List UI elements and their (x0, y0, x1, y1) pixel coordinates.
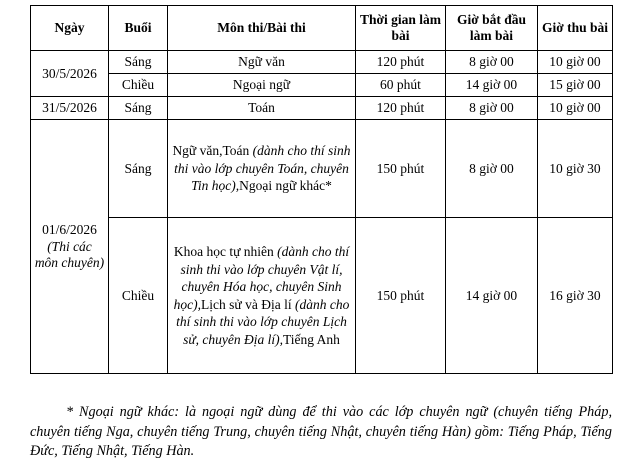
column-header-date: Ngày (31, 6, 109, 51)
cell-session: Sáng (109, 51, 168, 74)
subject-fragment: Lịch sử và Địa lí (201, 296, 295, 312)
subject-fragment: Ngữ văn, (172, 143, 223, 159)
table-row (31, 51, 613, 74)
column-header-collect-time: Giờ thu bài (538, 6, 613, 51)
subject-fragment: (dành cho thí sinh thi vào lớp chuyên Lịch sử, chuyên Địa lí), (176, 296, 350, 347)
table-header (31, 6, 613, 51)
cell-start-time: 14 giờ 00 (446, 74, 538, 97)
subject-fragment: Toán (222, 143, 253, 159)
subject-fragment: (dành cho thí sinh thi vào lớp chuyên Vật lí, chuyên Hóa học, chuyên Sinh học), (173, 244, 350, 312)
subject-fragment: (dành cho thí sinh thi vào lớp chuyên Toán, chuyên Tin học), (174, 143, 351, 194)
cell-collect-time: 10 giờ 00 (538, 97, 613, 120)
cell-subject: Ngoại ngữ (168, 74, 356, 97)
column-header-duration: Thời gian làm bài (356, 6, 446, 51)
table-row (31, 218, 613, 374)
column-header-session: Buổi (109, 6, 168, 51)
cell-duration: 150 phút (356, 218, 446, 374)
cell-start-time: 8 giờ 00 (446, 120, 538, 218)
cell-session: Chiều (109, 74, 168, 97)
header-row (31, 6, 613, 51)
cell-session: Sáng (109, 97, 168, 120)
table-row (31, 120, 613, 218)
cell-session: Sáng (109, 120, 168, 218)
cell-collect-time: 16 giờ 30 (538, 218, 613, 374)
column-header-subject: Môn thi/Bài thi (168, 6, 356, 51)
cell-collect-time: 10 giờ 30 (538, 120, 613, 218)
cell-date-value: 01/6/2026 (42, 221, 97, 237)
subject-fragment: Khoa học tự nhiên (173, 244, 278, 259)
column-header-start-time: Giờ bắt đầu làm bài (446, 6, 538, 51)
cell-start-time: 14 giờ 00 (446, 218, 538, 374)
cell-duration: 150 phút (356, 120, 446, 218)
cell-date-specialized (31, 120, 109, 374)
cell-duration: 120 phút (356, 97, 446, 120)
cell-subject: Toán (168, 97, 356, 120)
cell-subject (168, 218, 356, 374)
cell-duration: 120 phút (356, 51, 446, 74)
footnote-text: * Ngoại ngữ khác: là ngoại ngữ dùng để thi vào các lớp chuyên ngữ (chuyên tiếng Pháp, chuyên tiếng Nga, chuyên tiếng Trung, chuyên tiếng Nhật, chuyên tiếng Hàn) gồm: Tiếng Pháp, Tiếng Đức, Tiếng Nhật, Tiếng Hàn. (30, 404, 612, 460)
cell-date-note: (Thi các môn chuyên) (34, 238, 105, 271)
cell-collect-time: 15 giờ 00 (538, 74, 613, 97)
cell-session: Chiều (109, 218, 168, 374)
cell-date: 30/5/2026 (31, 51, 109, 97)
cell-subject: Ngữ văn (168, 51, 356, 74)
cell-start-time: 8 giờ 00 (446, 51, 538, 74)
table-body (31, 51, 613, 374)
table-row (31, 74, 613, 97)
cell-start-time: 8 giờ 00 (446, 97, 538, 120)
subject-fragment: Ngoại ngữ khác* (239, 178, 332, 194)
table-row (31, 97, 613, 120)
cell-subject (168, 120, 356, 218)
cell-duration: 60 phút (356, 74, 446, 97)
exam-schedule-table (30, 5, 613, 374)
cell-collect-time: 10 giờ 00 (538, 51, 613, 74)
cell-date: 31/5/2026 (31, 97, 109, 120)
subject-fragment: Tiếng Anh (283, 331, 340, 347)
